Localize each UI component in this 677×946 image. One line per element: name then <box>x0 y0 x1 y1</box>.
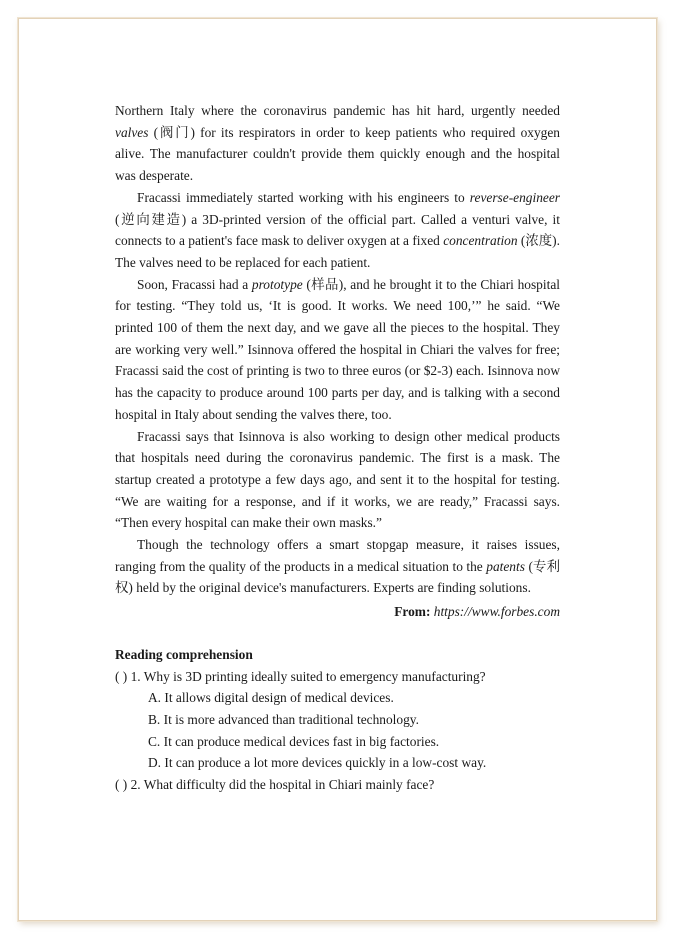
term-prototype: prototype <box>251 276 303 292</box>
question-1-option-a: A. It allows digital design of medical devices. <box>148 690 394 706</box>
term-reverse-engineer: reverse-engineer <box>469 189 560 205</box>
question-2: ( ) 2. What difficulty did the hospital in Chiari mainly face? <box>115 777 435 793</box>
source-label: From: <box>394 604 431 620</box>
term-valves: valves <box>115 124 149 140</box>
article-body <box>115 100 560 796</box>
question-1-option-b: B. It is more advanced than traditional technology. <box>148 711 419 727</box>
term-concentration: concentration <box>443 233 518 249</box>
term-patents: patents <box>486 558 525 574</box>
question-1-option-d: D. It can produce a lot more devices quickly in a low-cost way. <box>148 755 487 771</box>
question-1-option-c: C. It can produce medical devices fast in big factories. <box>148 733 440 749</box>
question-1: ( ) 1. Why is 3D printing ideally suited to emergency manufacturing? <box>115 668 486 684</box>
source-url: https://www.forbes.com <box>430 604 560 620</box>
paragraph-3: Soon, Fracassi had a prototype (样品), and he brought it to the Chiari hospital for testing. “They told us, ‘It is good. It works. We need 100,’” he said. “We printed 100 of them the next day, and we gave all the pieces to the hospital. They are working very well.” Isinnova offered the hospital in Chiari the valves for free; Fracassi said the cost of printing is two to three euros (or $2-3) each. Isinnova now has the capacity to produce around 100 parts per day, and is talking with a second hospital in Italy about sending the valves there, too. <box>115 276 560 422</box>
source-line <box>115 601 560 623</box>
paragraph-1: Northern Italy where the coronavirus pandemic has hit hard, urgently needed valves (阀门) for its respirators in order to keep patients who required oxygen alive. The manufacturer couldn't provide them quickly enough and the hospital was desperate. <box>115 103 560 184</box>
document-page <box>18 18 657 921</box>
paragraph-2: Fracassi immediately started working with his engineers to reverse-engineer (逆向建造) a 3D-printed version of the official part. Called a venturi valve, it connects to a patient's face mask to deliver oxygen at a fixed concentration (浓度). The valves need to be replaced for each patient. <box>115 189 560 270</box>
paragraph-4: Fracassi says that Isinnova is also working to design other medical products that hospitals need during the coronavirus pandemic. The first is a mask. The startup created a prototype a few days ago, and sent it to the hospital for testing. “We are waiting for a response, and if it works, we are ready,” Fracassi says. “Then every hospital can make their own masks.” <box>115 428 560 531</box>
reading-comprehension-title: Reading comprehension <box>115 646 253 662</box>
paragraph-5: Though the technology offers a smart stopgap measure, it raises issues, ranging from the quality of the products in a medical situation to the patents (专利权) held by the original device's manufacturers. Experts are finding solutions. <box>115 537 560 596</box>
